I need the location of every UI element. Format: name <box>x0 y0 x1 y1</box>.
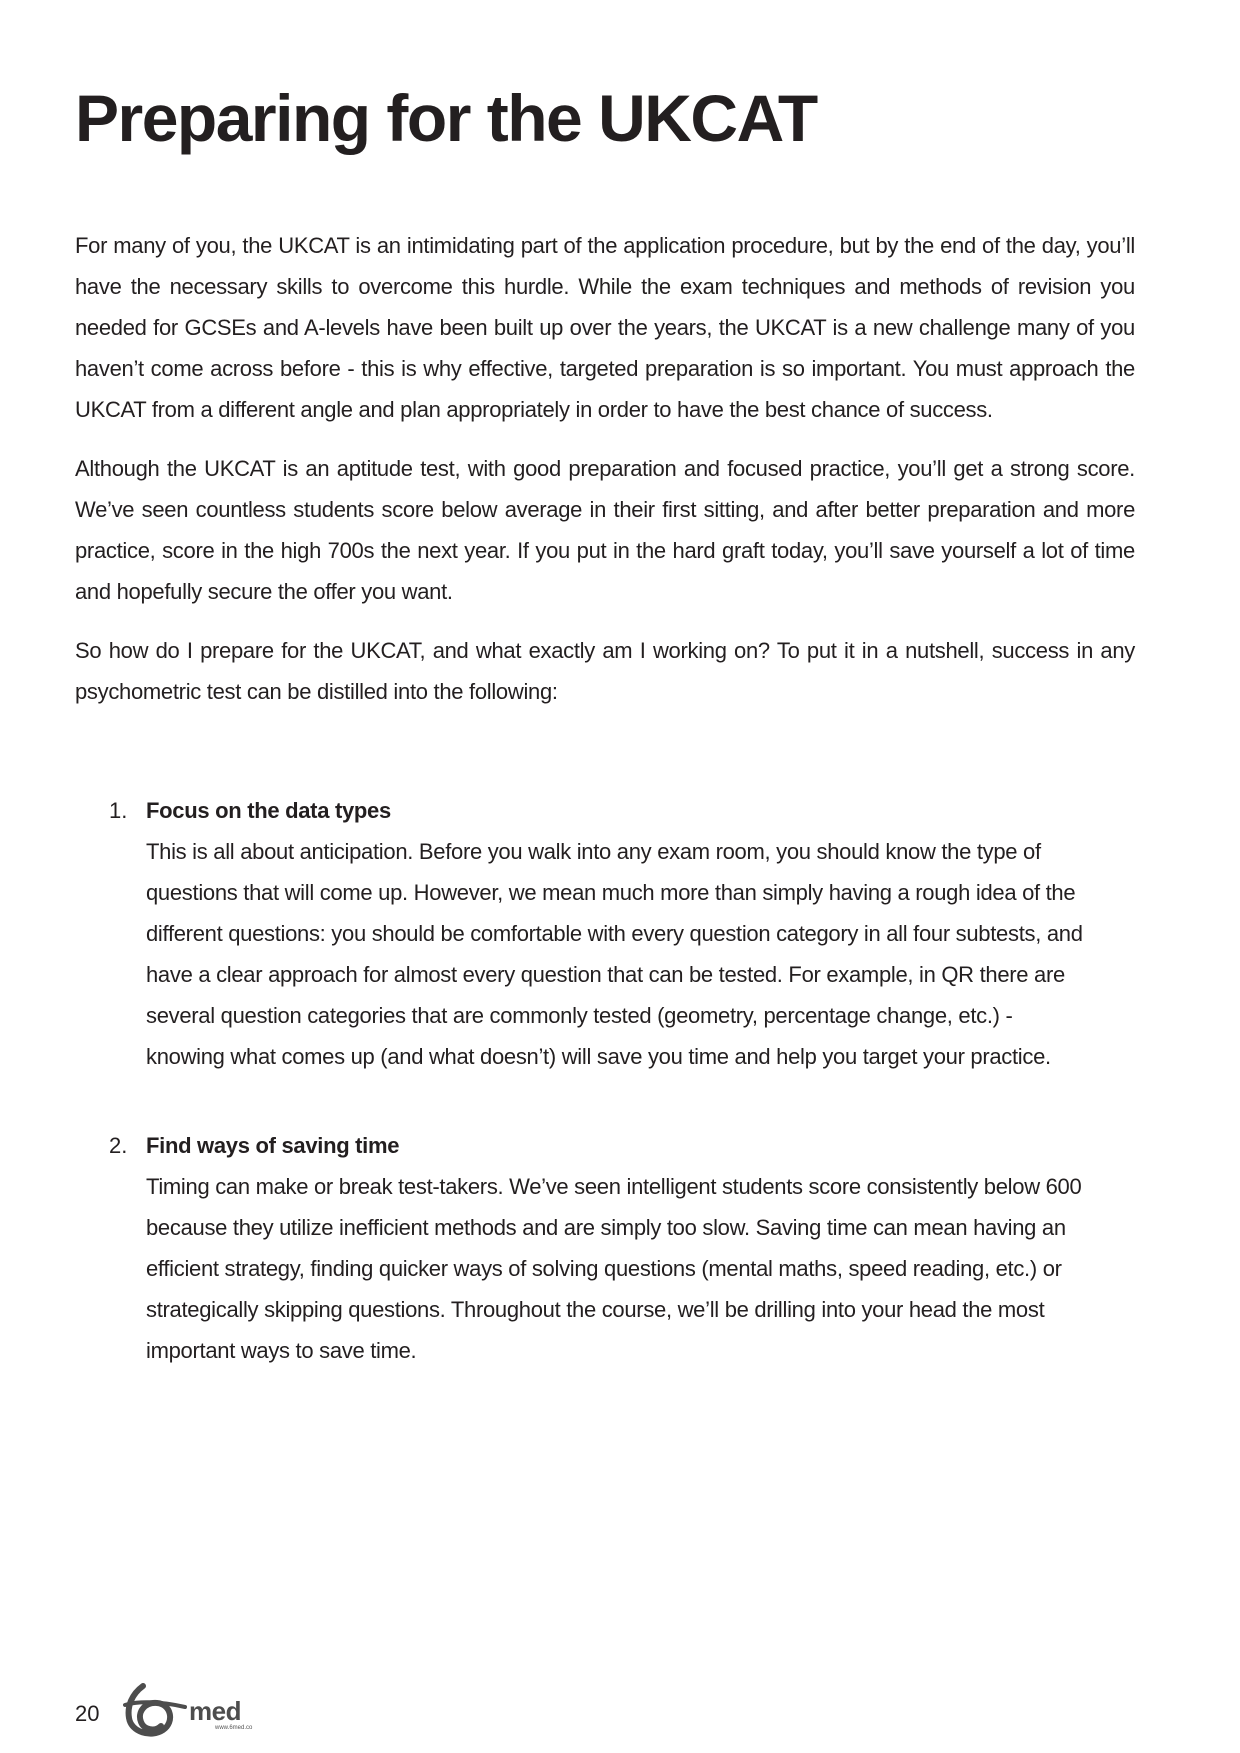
paragraph: So how do I prepare for the UKCAT, and what exactly am I working on? To put it in a nutshell, success in any psychometric test can be distilled into the following: <box>75 638 1135 704</box>
numbered-list <box>75 790 1135 1371</box>
6med-logo-icon <box>123 1680 193 1740</box>
6med-logo <box>123 1680 303 1740</box>
list-item <box>75 1125 1135 1371</box>
logo-wordmark: med <box>189 1696 241 1726</box>
body-text <box>75 225 1135 1419</box>
list-item-title: Focus on the data types <box>146 798 391 823</box>
page-number: 20 <box>75 1701 100 1726</box>
logo-url: www.6med.co <box>215 1725 253 1731</box>
list-item-number: 2. <box>109 1133 128 1158</box>
page-title: Preparing for the UKCAT <box>75 81 817 155</box>
list-item-body: Timing can make or break test-takers. We’ve seen intelligent students score consistently below 600 because they utilize inefficient methods and are simply too slow. Saving time can mean having an efficient strategy, finding quicker ways of solving questions (mental maths, speed reading, etc.) or strategically skipping questions. Throughout the course, we’ll be drilling into your head the most important ways to save time. <box>146 1174 1082 1363</box>
list-item <box>75 790 1135 1077</box>
paragraph: Although the UKCAT is an aptitude test, with good preparation and focused practice, you’ll get a strong score. We’ve seen countless students score below average in their first sitting, and after better preparation and more practice, score in the high 700s the next year. If you put in the hard graft today, you’ll save yourself a lot of time and hopefully secure the offer you want. <box>75 456 1135 604</box>
list-item-title: Find ways of saving time <box>146 1133 400 1158</box>
page-footer <box>75 1680 315 1740</box>
paragraph: For many of you, the UKCAT is an intimidating part of the application procedure, but by the end of the day, you’ll have the necessary skills to overcome this hurdle. While the exam techniques and methods of revision you needed for GCSEs and A-levels have been built up over the years, the UKCAT is a new challenge many of you haven’t come across before - this is why effective, targeted preparation is so important. You must approach the UKCAT from a different angle and plan appropriately in order to have the best chance of success. <box>75 233 1135 422</box>
list-item-number: 1. <box>109 798 128 823</box>
list-item-body: This is all about anticipation. Before you walk into any exam room, you should know the type of questions that will come up. However, we mean much more than simply having a rough idea of the different questions: you should be comfortable with every question category in all four subtests, and have a clear approach for almost every question that can be tested. For example, in QR there are several question categories that are commonly tested (geometry, percentage change, etc.) - knowing what comes up (and what doesn’t) will save you time and help you target your practice. <box>146 839 1083 1069</box>
